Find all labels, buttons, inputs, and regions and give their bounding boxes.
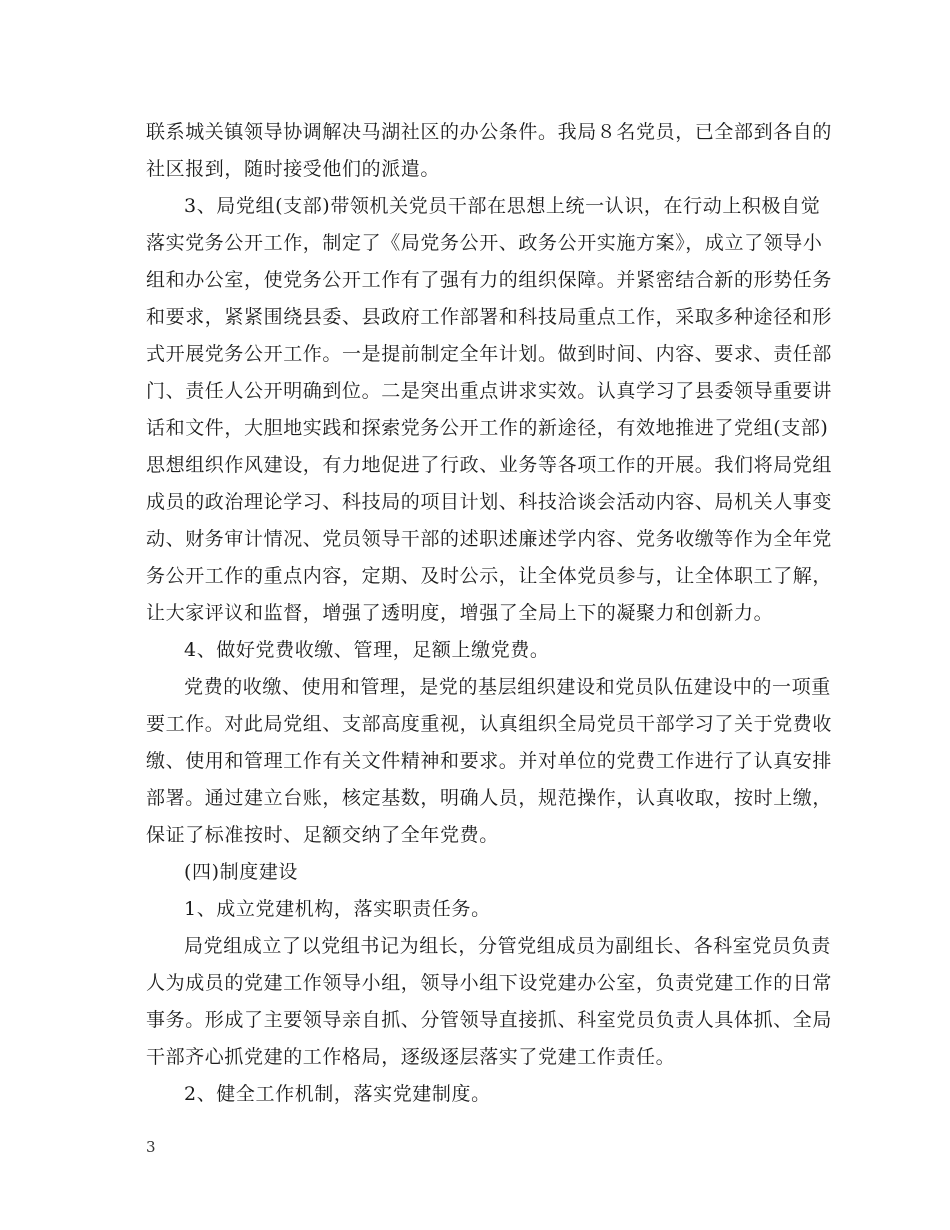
paragraph-line: 式开展党务公开工作。一是提前制定全年计划。做到时间、内容、要求、责任部 — [146, 343, 833, 365]
paragraph-line: 缴、使用和管理工作有关文件精神和要求。并对单位的党费工作进行了认真安排 — [146, 750, 833, 772]
paragraph-line: 让大家评议和监督，增强了透明度，增强了全局上下的凝聚力和创新力。 — [146, 602, 774, 624]
paragraph-line: 门、责任人公开明确到位。二是突出重点讲求实效。认真学习了县委领导重要讲 — [146, 380, 833, 402]
paragraph-line: 人为成员的党建工作领导小组，领导小组下设党建办公室，负责党建工作的日常 — [146, 972, 833, 994]
paragraph-line: 组和办公室，使党务公开工作有了强有力的组织保障。并紧密结合新的形势任务 — [146, 269, 833, 291]
paragraph-line: 联系城关镇领导协调解决马湖社区的办公条件。我局８名党员，已全部到各自的 — [146, 121, 833, 143]
paragraph-line: 和要求，紧紧围绕县委、县政府工作部署和科技局重点工作，采取多种途径和形 — [146, 306, 833, 328]
paragraph-line: 局党组成立了以党组书记为组长，分管党组成员为副组长、各科室党员负责 — [184, 935, 831, 957]
section-heading: 4、做好党费收缴、管理，足额上缴党费。 — [184, 639, 550, 661]
paragraph-line: 务公开工作的重点内容，定期、及时公示，让全体党员参与，让全体职工了解， — [146, 565, 833, 587]
section-heading: 1、成立党建机构，落实职责任务。 — [184, 898, 491, 920]
paragraph-line: 党费的收缴、使用和管理，是党的基层组织建设和党员队伍建设中的一项重 — [184, 676, 831, 698]
paragraph-line: 保证了标准按时、足额交纳了全年党费。 — [146, 824, 499, 846]
paragraph-line: 落实党务公开工作，制定了《局党务公开、政务公开实施方案》，成立了领导小 — [146, 232, 823, 254]
page-number: 3 — [146, 1138, 156, 1156]
paragraph-line: 要工作。对此局党组、支部高度重视，认真组织全局党员干部学习了关于党费收 — [146, 713, 833, 735]
paragraph-line: 话和文件，大胆地实践和探索党务公开工作的新途径，有效地推进了党组(支部) — [146, 417, 829, 439]
paragraph-line: 思想组织作风建设，有力地促进了行政、业务等各项工作的开展。我们将局党组 — [146, 454, 833, 476]
section-heading: 2、健全工作机制，落实党建制度。 — [184, 1083, 491, 1105]
paragraph-line: 部署。通过建立台账，核定基数，明确人员，规范操作，认真收取，按时上缴， — [146, 787, 833, 809]
paragraph-line: 成员的政治理论学习、科技局的项目计划、科技洽谈会活动内容、局机关人事变 — [146, 491, 833, 513]
paragraph-line: 事务。形成了主要领导亲自抓、分管领导直接抓、科室党员负责人具体抓、全局 — [146, 1009, 833, 1031]
paragraph-line: 社区报到，随时接受他们的派遣。 — [146, 158, 441, 180]
section-heading: (四)制度建设 — [184, 861, 299, 883]
paragraph-line: 干部齐心抓党建的工作格局，逐级逐层落实了党建工作责任。 — [146, 1046, 676, 1068]
paragraph-line: 3、局党组(支部)带领机关党员干部在思想上统一认识，在行动上积极自觉 — [184, 195, 821, 217]
paragraph-line: 动、财务审计情况、党员领导干部的述职述廉述学内容、党务收缴等作为全年党 — [146, 528, 833, 550]
